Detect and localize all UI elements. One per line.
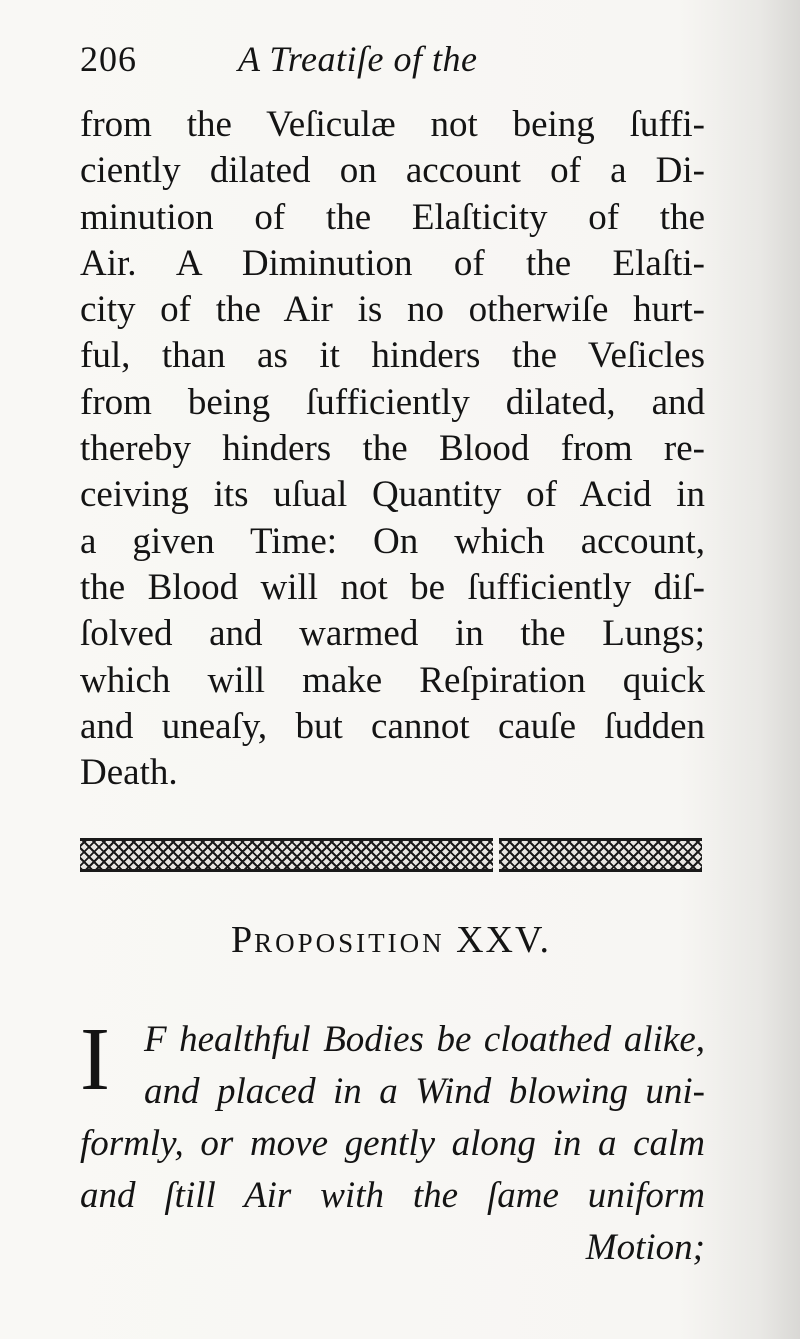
text-line: ciently dilated on account of a Di- [80,150,705,192]
ornament-gap [493,838,499,872]
text-line: the Blood will not be ſufficiently diſ- [80,566,705,608]
text-line: which will make Reſpiration quick [80,659,705,701]
drop-cap: I [80,1010,110,1109]
ornamental-divider [80,838,702,872]
text-line: F healthful Bodies be cloathed alike, [144,1019,705,1060]
proposition-text [80,1010,705,1274]
running-title: A Treatiſe of the [238,39,478,79]
text-line: ful, than as it hinders the Veſicles [80,335,705,377]
text-line: Death. [80,752,178,794]
text-line: and ſtill Air with the ſame uniform [80,1175,705,1216]
text-line: Air. A Diminution of the Elaſti- [80,242,705,284]
running-head [80,38,700,86]
catchword: Motion; [585,1227,705,1268]
text-line: thereby hinders the Blood from re- [80,428,705,470]
text-line: minution of the Elaſticity of the [80,196,705,238]
text-line: formly, or move gently along in a calm [80,1123,705,1164]
text-line: city of the Air is no otherwiſe hurt- [80,289,705,331]
text-line: from the Veſiculæ not being ſuffi- [80,104,705,145]
proposition-heading [80,918,702,962]
heading-number: XXV. [456,919,552,961]
heading-initial: P [230,919,255,961]
text-line: ceiving its uſual Quantity of Acid in [80,474,705,516]
text-line: ſolved and warmed in the Lungs; [80,613,705,655]
text-line: a given Time: On which account, [80,520,705,562]
text-line: and uneaſy, but cannot cauſe ſudden [80,705,705,747]
heading-smallcaps: roposition [254,919,445,961]
body-paragraph [80,102,705,796]
page-number: 206 [80,39,137,79]
text-line: and placed in a Wind blowing uni- [144,1071,705,1112]
text-line: from being ſufficiently dilated, and [80,381,705,423]
